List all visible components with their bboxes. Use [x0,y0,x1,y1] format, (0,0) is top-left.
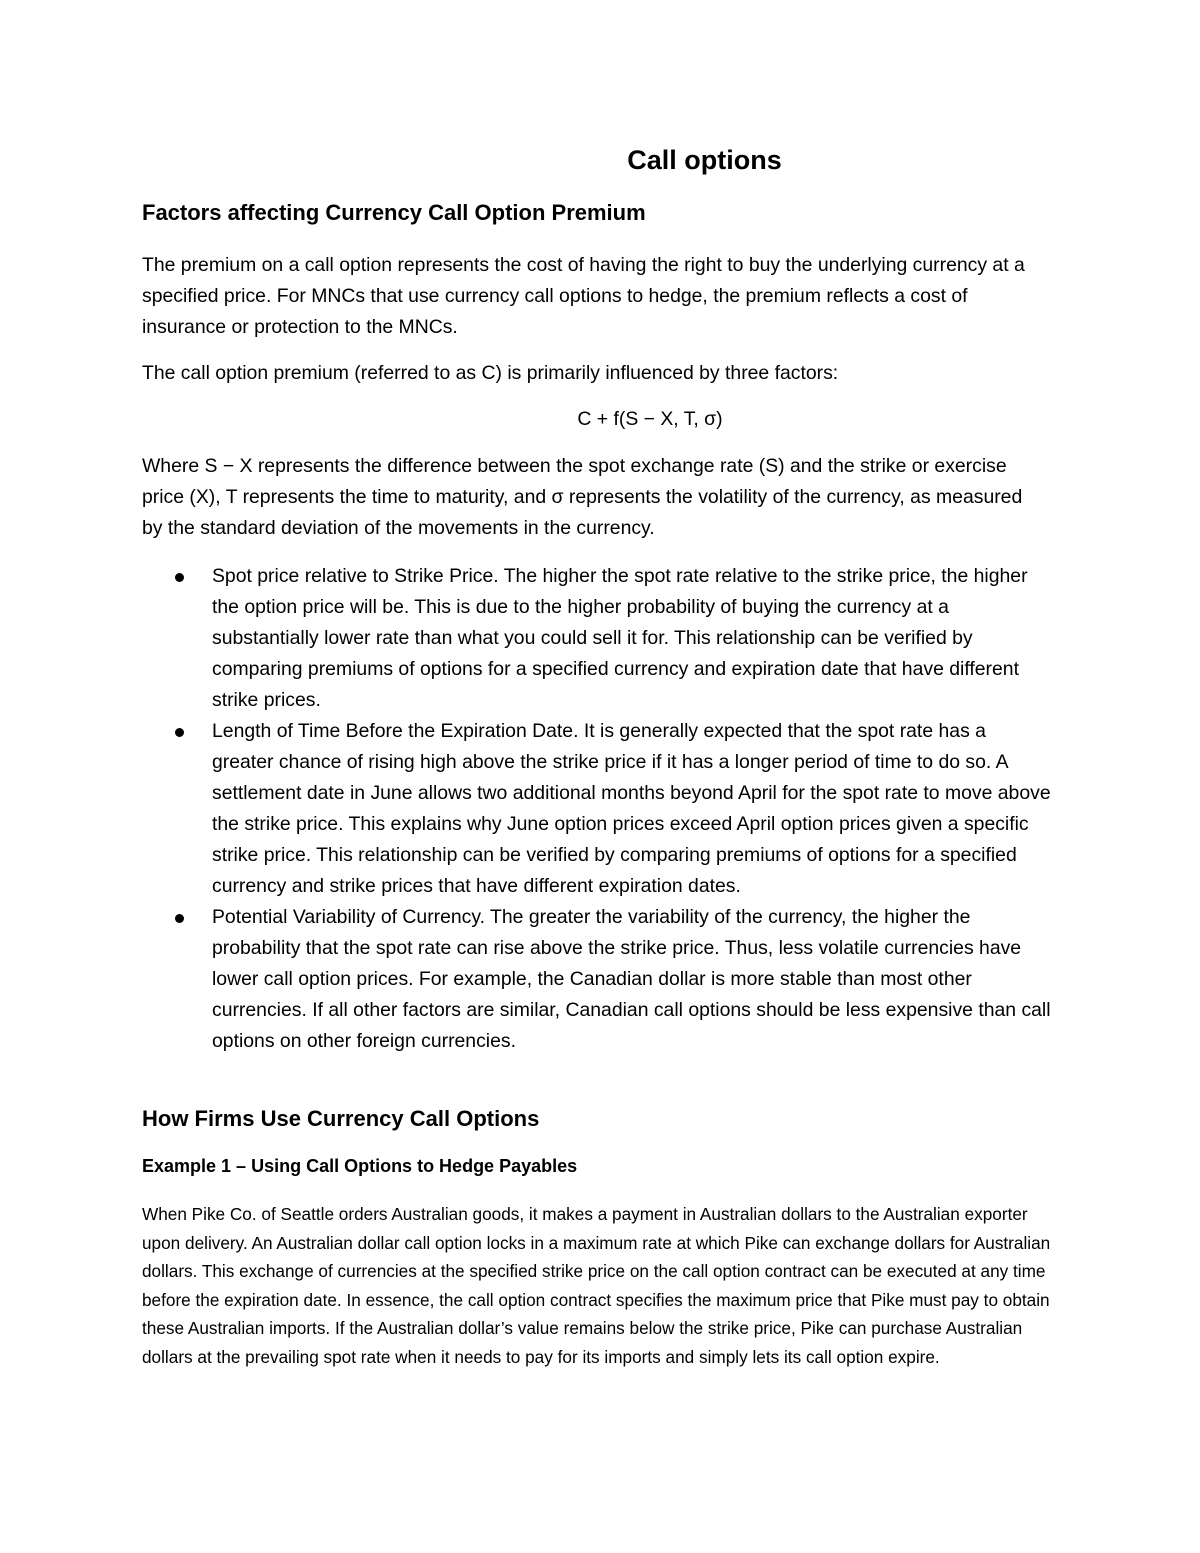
bullet-text: Potential Variability of Currency. The greater the variability of the currency, the higher the probability that the spot rate can rise above the strike price. Thus, less volatile currencies have lower call option prices. For example, the Canadian dollar is more stable than most other currencies. If all other factors are similar, Canadian call options should be less expensive than call options on other foreign currencies. [212,906,1051,1052]
list-item [142,902,1052,1057]
bullet-text: Spot price relative to Strike Price. The higher the spot rate relative to the strike price, the higher the option price will be. This is due to the higher probability of buying the currency at a substantially lower rate than what you could sell it for. This relationship can be verified by comparing premiums of options for a specified currency and expiration date that have different strike prices. [212,565,1028,711]
paragraph-premium-definition: The premium on a call option represents the cost of having the right to buy the underlying currency at a specified price. For MNCs that use currency call options to hedge, the premium reflects a cost of insurance or protection to the MNCs. [142,254,1025,338]
bullet-icon [175,914,184,923]
section-heading-how-firms-use: How Firms Use Currency Call Options [142,1106,540,1131]
bullet-icon [175,573,184,582]
premium-formula: C + f(S − X, T, σ) [577,408,723,430]
list-item [142,716,1052,902]
paragraph-premium-factors: The call option premium (referred to as C) is primarily influenced by three factors: [142,362,839,384]
paragraph-formula-explanation: Where S − X represents the difference between the spot exchange rate (S) and the strike or exercise price (X), T represents the time to maturity, and σ represents the volatility of the currency, as measured by the standard deviation of the movements in the currency. [142,455,1023,539]
document-title: Call options [627,145,782,175]
factor-bullet-list [142,561,1052,1057]
section-heading-factors: Factors affecting Currency Call Option Premium [142,200,646,225]
bullet-text: Length of Time Before the Expiration Date. It is generally expected that the spot rate has a greater chance of rising high above the strike price if it has a longer period of time to do so. A settlement date in June allows two additional months beyond April for the spot rate to move above the strike price. This explains why June option prices exceed April option prices given a specific strike price. This relationship can be verified by comparing premiums of options for a specified currency and strike prices that have different expiration dates. [212,720,1051,897]
paragraph-example-pike: When Pike Co. of Seattle orders Australian goods, it makes a payment in Australian dollars to the Australian exporter upon delivery. An Australian dollar call option locks in a maximum rate at which Pike can exchange dollars for Australian dollars. This exchange of currencies at the specified strike price on the call option contract can be executed at any time before the expiration date. In essence, the call option contract specifies the maximum price that Pike must pay to obtain these Australian imports. If the Australian dollar’s value remains below the strike price, Pike can purchase Australian dollars at the prevailing spot rate when it needs to pay for its imports and simply lets its call option expire. [142,1204,1051,1367]
example-heading: Example 1 – Using Call Options to Hedge Payables [142,1156,578,1176]
bullet-icon [175,728,184,737]
list-item [142,561,1052,716]
